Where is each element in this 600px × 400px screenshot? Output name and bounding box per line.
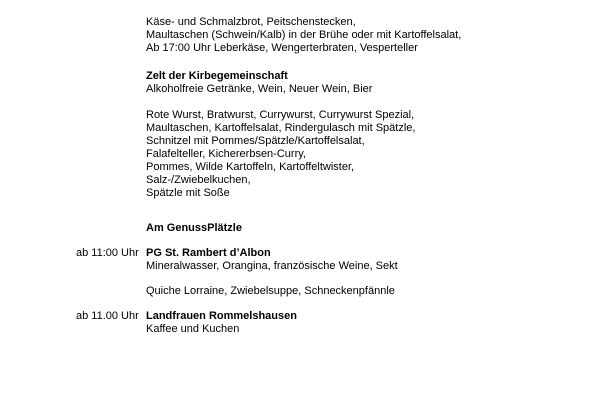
genuss-entry-1-name: PG St. Rambert d’Albon bbox=[146, 247, 271, 259]
block1-line-3: Ab 17:00 Uhr Leberkäse, Wengerterbraten, Vesperteller bbox=[146, 42, 418, 54]
kirbe-food-line-3: Schnitzel mit Pommes/Spätzle/Kartoffelsalat, bbox=[146, 135, 365, 147]
kirbe-food-line-5: Pommes, Wilde Kartoffeln, Kartoffeltwister, bbox=[146, 161, 355, 173]
genuss-entry-2-time: ab 11.00 Uhr bbox=[76, 310, 139, 322]
kirbe-title: Zelt der Kirbegemeinschaft bbox=[146, 70, 288, 82]
genuss-entry-1-food: Quiche Lorraine, Zwiebelsuppe, Schneckenpfännle bbox=[146, 285, 395, 297]
kirbe-drinks: Alkoholfreie Getränke, Wein, Neuer Wein, Bier bbox=[146, 83, 373, 95]
genuss-entry-1-time: ab 11:00 Uhr bbox=[76, 247, 139, 259]
genuss-entry-2-name: Landfrauen Rommelshausen bbox=[146, 310, 297, 322]
genuss-entry-1-drinks: Mineralwasser, Orangina, französische Weine, Sekt bbox=[146, 260, 398, 272]
kirbe-food-line-1: Rote Wurst, Bratwurst, Currywurst, Currywurst Spezial, bbox=[146, 109, 415, 121]
genuss-entry-2-drinks: Kaffee und Kuchen bbox=[146, 323, 240, 335]
kirbe-food-line-2: Maultaschen, Kartoffelsalat, Rindergulasch mit Spätzle, bbox=[146, 122, 416, 134]
kirbe-food-line-7: Spätzle mit Soße bbox=[146, 187, 230, 199]
genuss-heading: Am GenussPlätzle bbox=[146, 222, 242, 234]
kirbe-food-line-6: Salz-/Zwiebelkuchen, bbox=[146, 174, 251, 186]
block1-line-1: Käse- und Schmalzbrot, Peitschenstecken, bbox=[146, 16, 356, 28]
cut-off-text bbox=[214, 0, 304, 3]
kirbe-food-line-4: Falafelteller, Kichererbsen-Curry, bbox=[146, 148, 306, 160]
block1-line-2: Maultaschen (Schwein/Kalb) in der Brühe oder mit Kartoffelsalat, bbox=[146, 29, 462, 41]
